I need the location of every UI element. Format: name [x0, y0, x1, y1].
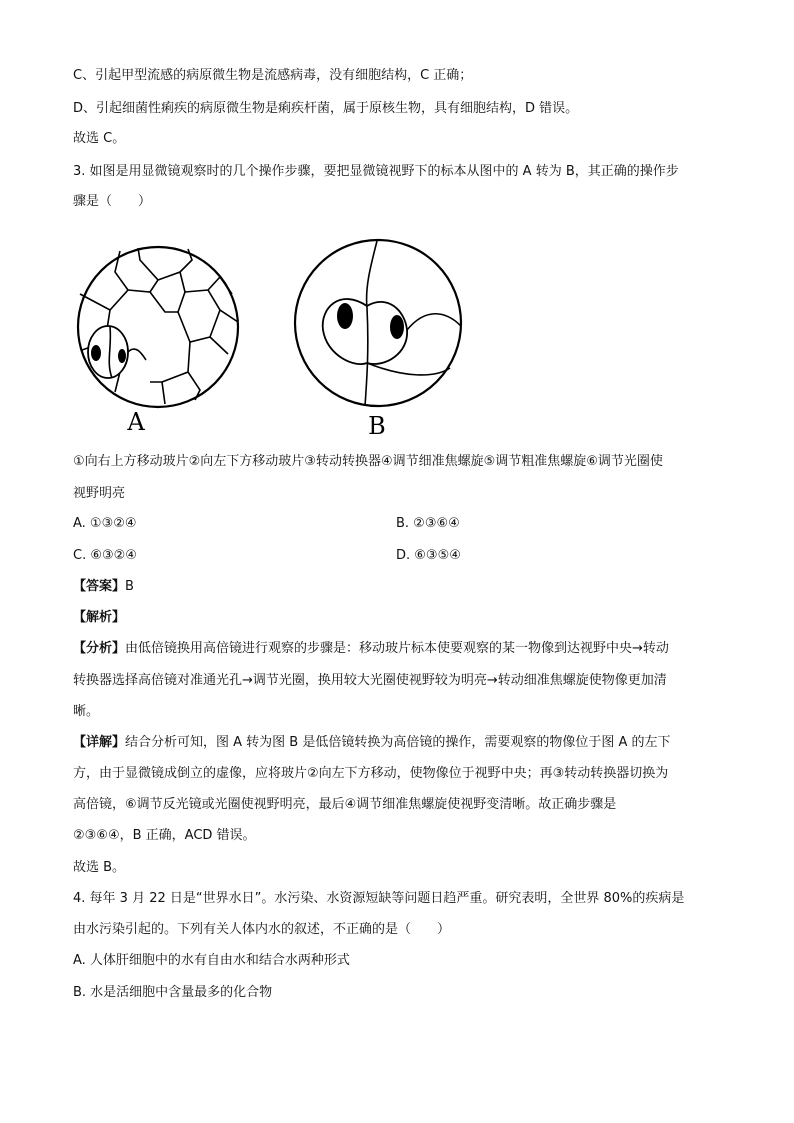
- figure-a-label: A: [127, 408, 145, 432]
- analysis-tag: 【解析】: [73, 610, 126, 625]
- microscope-view-a: [70, 232, 250, 432]
- figure-b-label: B: [368, 412, 386, 438]
- q2-option-c-explanation: C、引起甲型流感的病原微生物是流感病毒，没有细胞结构，C 正确；: [73, 68, 473, 83]
- answer-tag: 【答案】: [73, 579, 126, 594]
- xiangjie-text-1: 结合分析可知，图 A 转为图 B 是低倍镜转换为高倍镜的操作，需要观察的物像位于图 A 的左下: [125, 735, 671, 750]
- q4-option-a: A. 人体肝细胞中的水有自由水和结合水两种形式: [73, 953, 350, 968]
- fenxi-tag: 【分析】: [73, 641, 126, 656]
- q4-stem-line1: 4. 每年 3 月 22 日是“世界水日”。水污染、水资源短缺等问题日趋严重。研究表明，全世界 80%的疾病是: [73, 891, 685, 906]
- q3-option-a: A. ①③②④: [73, 516, 137, 531]
- q3-xiangjie-line2: 方，由于显微镜成倒立的虚像，应将玻片②向左下方移动，使物像位于视野中央；再③转动转换器切换为: [73, 766, 669, 781]
- q3-option-c: C. ⑥③②④: [73, 548, 137, 563]
- q3-fenxi-line2: 转换器选择高倍镜对准通光孔→调节光圈，换用较大光圈使视野较为明亮→转动细准焦螺旋使物像更加清: [73, 673, 667, 688]
- q3-conclusion: 故选 B。: [73, 860, 126, 875]
- q2-conclusion: 故选 C。: [73, 131, 126, 146]
- q3-stem-line2: 骤是（ ）: [73, 194, 152, 209]
- q3-stem-line1: 3. 如图是用显微镜观察时的几个操作步骤，要把显微镜视野下的标本从图中的 A 转为 B，其正确的操作步: [73, 164, 679, 179]
- q4-stem-line2: 由水污染引起的。下列有关人体内水的叙述，不正确的是（ ）: [73, 922, 451, 937]
- q3-option-d: D. ⑥③⑤④: [396, 548, 461, 563]
- fenxi-text-1: 由低倍镜换用高倍镜进行观察的步骤是：移动玻片标本使要观察的某一物像到达视野中央→转动: [125, 641, 669, 656]
- answer-value: B: [125, 579, 134, 594]
- q3-xiangjie-line1: [73, 733, 671, 753]
- q3-steps-line1: ①向右上方移动玻片②向左下方移动玻片③转动转换器④调节细准焦螺旋⑤调节粗准焦螺旋⑥调节光圈使: [73, 454, 663, 469]
- q3-steps-line2: 视野明亮: [73, 486, 126, 501]
- q4-option-b: B. 水是活细胞中含量最多的化合物: [73, 985, 273, 1000]
- microscope-view-b: [285, 228, 475, 438]
- q3-fenxi-line1: [73, 639, 669, 659]
- q3-answer: [73, 577, 134, 597]
- xiangjie-tag: 【详解】: [73, 735, 126, 750]
- q3-fenxi-line3: 晰。: [73, 704, 100, 719]
- q3-xiangjie-line3: 高倍镜，⑥调节反光镜或光圈使视野明亮，最后④调节细准焦螺旋使视野变清晰。故正确步骤是: [73, 797, 617, 812]
- q3-xiangjie-line4: ②③⑥④，B 正确，ACD 错误。: [73, 828, 256, 843]
- q2-option-d-explanation: D、引起细菌性痢疾的病原微生物是痢疾杆菌，属于原核生物，具有细胞结构，D 错误。: [73, 101, 579, 116]
- q3-option-b: B. ②③⑥④: [396, 516, 460, 531]
